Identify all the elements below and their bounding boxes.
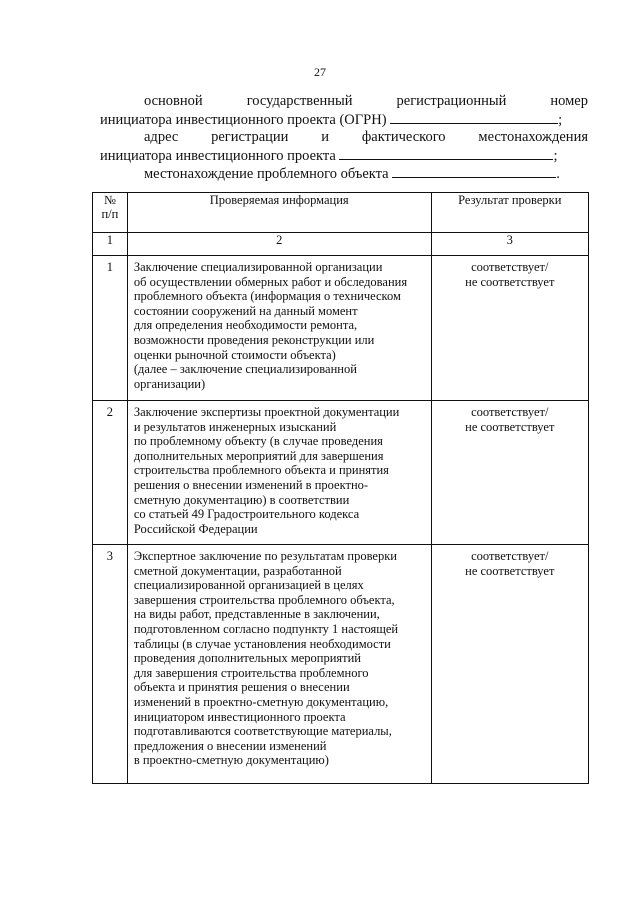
row-info: Заключение экспертизы проектной документации и результатов инженерных изысканий по проблемному объекту (в случае проведения дополнительных мероприятий для завершения строительства проблемного объекта и принятия решения о внесении изменений в проектно- сметную документацию) в соответствии со статьей 49 Градостроительного кодекса Российской Федерации: [133, 405, 400, 536]
intro-word: регистрации: [211, 129, 289, 145]
row-info: Заключение специализированной организации об осуществлении обмерных работ и обследования проблемного объекта (информация о техническом состоянии сооружений на данный момент для определения необходимости ремонта, возможности проведения реконструкции или оценки рыночной стоимости объекта) (далее – заключение специализированной организации): [133, 260, 408, 391]
address-blank-field: [339, 146, 553, 160]
intro-line-1: [144, 92, 588, 110]
table-row: [93, 401, 589, 545]
intro-word: регистрационный: [396, 93, 507, 109]
row-number: 3: [106, 549, 114, 563]
intro-line-2: [100, 110, 562, 129]
page-number: 27: [314, 65, 326, 79]
column-index: 3: [431, 233, 588, 256]
row-number: 2: [106, 405, 114, 419]
column-index: 2: [127, 233, 431, 256]
header-result: Результат проверки: [431, 193, 588, 233]
intro-word: и: [321, 129, 330, 145]
intro-word: номер: [550, 93, 588, 109]
intro-line-3: [144, 128, 588, 146]
intro-word: адрес: [144, 129, 179, 145]
header-number: № п/п: [93, 193, 128, 233]
ogrn-blank-field: [390, 110, 558, 124]
intro-text: инициатора инвестиционного проекта (ОГРН): [100, 112, 387, 128]
row-result: соответствует/ не соответствует: [465, 405, 555, 434]
intro-word: основной: [144, 93, 203, 109]
intro-punct: ;: [558, 112, 563, 128]
intro-word: местонахождения: [478, 129, 588, 145]
table-column-index-row: [93, 233, 589, 256]
row-number: 1: [106, 260, 114, 274]
header-checked-info: Проверяемая информация: [127, 193, 431, 233]
row-result: соответствует/ не соответствует: [465, 260, 555, 289]
intro-punct: ;: [553, 148, 558, 164]
row-info: Экспертное заключение по результатам проверки сметной документации, разработанной специализированной организацией в целях завершения строительства проблемного объекта, на виды работ, представленные в заключении, подготовленном согласно подпункту 1 настоящей таблицы (в случае установления необходимости проведения дополнительных мероприятий для завершения строительства проблемного объекта и принятия решения о внесении изменений в проектно-сметную документацию, инициатором инвестиционного проекта подготавливаются соответствующие материалы, предложения о внесении изменений в проектно-сметную документацию): [133, 549, 399, 768]
column-index: 1: [93, 233, 128, 256]
intro-punct: .: [556, 166, 560, 182]
table-header-row: [93, 193, 589, 233]
intro-word: фактического: [361, 129, 446, 145]
intro-word: государственный: [246, 93, 353, 109]
intro-line-5: [144, 164, 560, 183]
intro-line-4: [100, 146, 558, 165]
intro-text: местонахождение проблемного объекта: [144, 166, 389, 182]
intro-text: инициатора инвестиционного проекта: [100, 148, 336, 164]
table-row: [93, 256, 589, 401]
row-result: соответствует/ не соответствует: [465, 549, 555, 578]
table-row: [93, 545, 589, 784]
object-location-blank-field: [392, 164, 556, 178]
verification-table: [92, 192, 589, 784]
